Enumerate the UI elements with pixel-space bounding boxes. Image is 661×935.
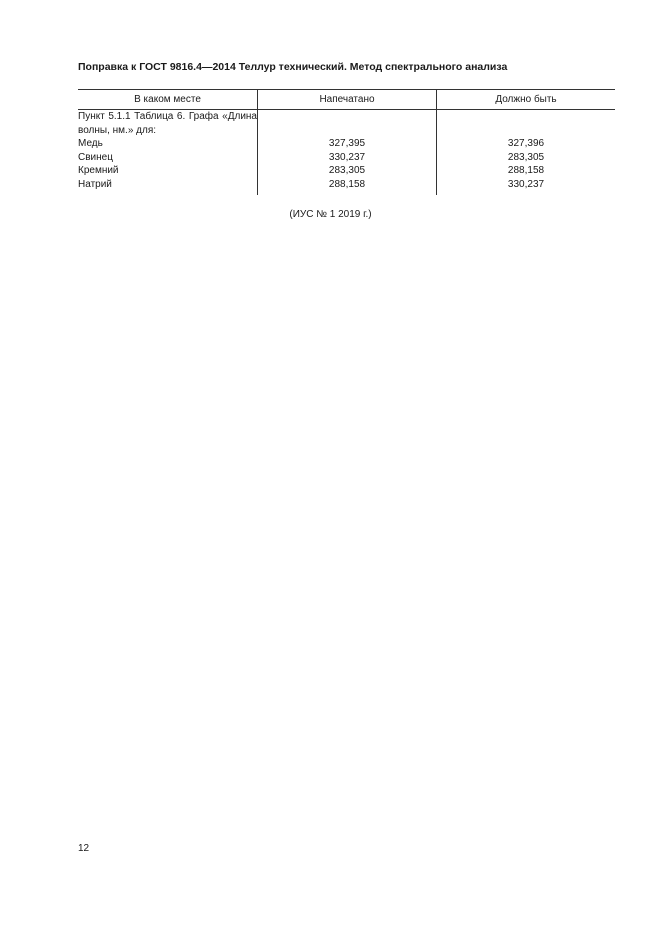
correct-value: 283,305 (437, 151, 616, 165)
amendment-table (78, 89, 615, 195)
document-title: Поправка к ГОСТ 9816.4—2014 Теллур технический. Метод спектрального анализа (78, 61, 508, 73)
column-header-should-be: Должно быть (437, 90, 616, 110)
table-row (78, 164, 615, 178)
printed-value: 288,158 (258, 178, 437, 192)
page-number: 12 (78, 843, 90, 854)
element-name: Кремний (78, 165, 119, 176)
empty-cell (258, 110, 437, 138)
printed-value: 327,395 (258, 137, 437, 151)
spacer-cell (437, 191, 616, 195)
table-row (78, 178, 615, 192)
printed-value: 283,305 (258, 164, 437, 178)
correct-value: 288,158 (437, 164, 616, 178)
table-header-row (78, 90, 615, 110)
element-name: Медь (78, 138, 103, 149)
table-row (78, 137, 615, 151)
element-name: Натрий (78, 178, 112, 190)
table-bottom-spacer (78, 191, 615, 195)
element-name: Свинец (78, 151, 113, 163)
table-row (78, 151, 615, 165)
location-cell: Пункт 5.1.1 Таблица 6. Графа «Длина волны, нм.» для: (78, 111, 257, 136)
column-header-printed: Напечатано (258, 90, 437, 110)
correct-value: 327,396 (437, 137, 616, 151)
spacer-cell (78, 191, 258, 195)
source-note: (ИУС № 1 2019 г.) (289, 209, 372, 220)
printed-value: 330,237 (258, 151, 437, 165)
column-header-location: В каком месте (78, 90, 258, 110)
empty-cell (437, 110, 616, 138)
spacer-cell (258, 191, 437, 195)
table-row (78, 110, 615, 138)
correct-value: 330,237 (437, 178, 616, 192)
